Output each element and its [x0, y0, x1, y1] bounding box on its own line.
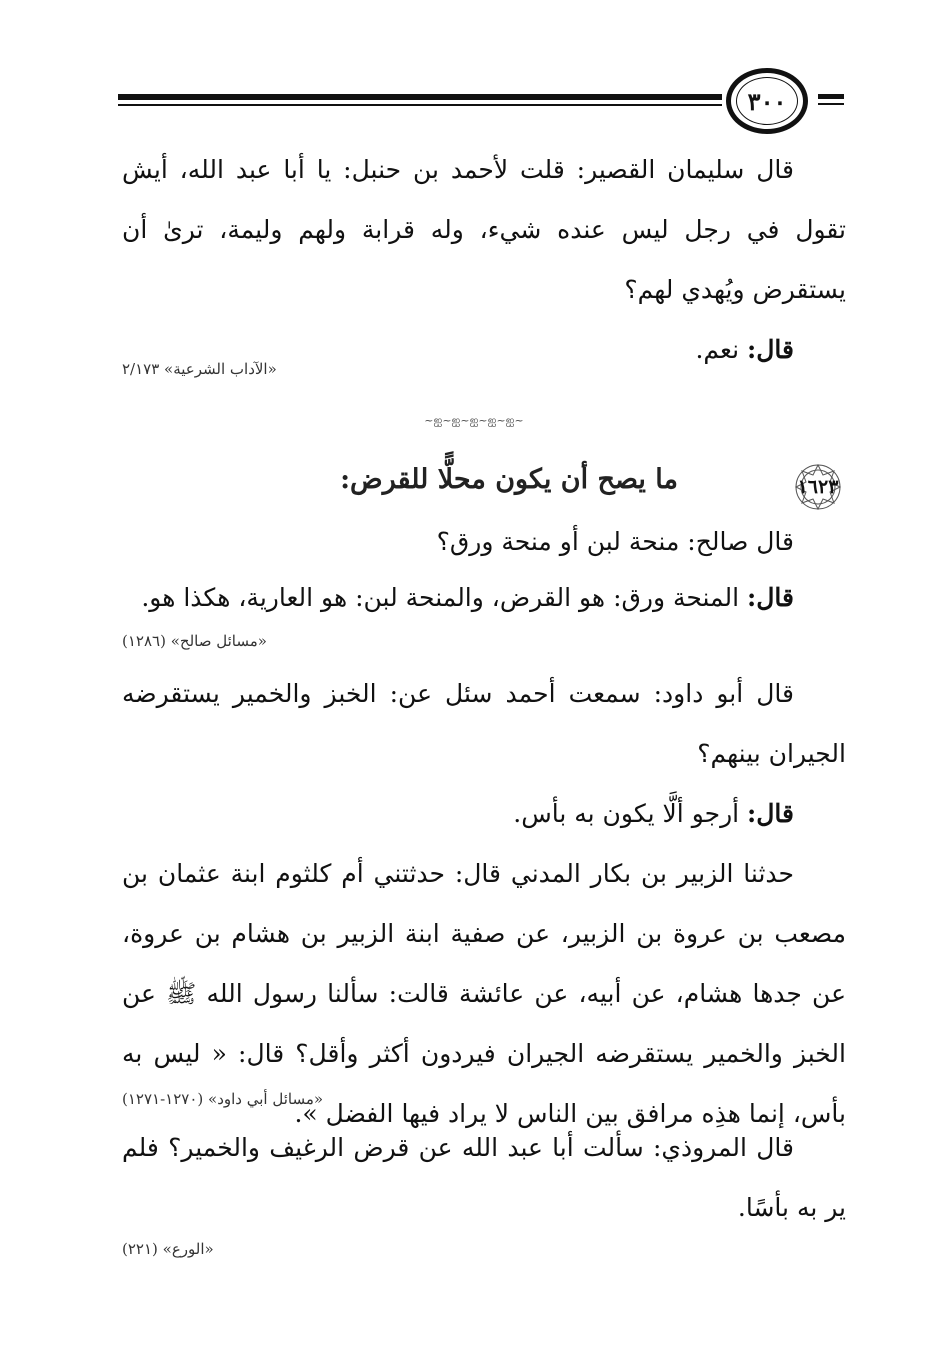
section-heading: [122, 462, 846, 512]
source-citation-4: «الورع» (٢٢١): [122, 1240, 214, 1258]
speaker-label: قال:: [747, 799, 794, 828]
header-rule-thin: [118, 104, 722, 106]
source-citation-1: «الآداب الشرعية» ٢/١٧٣: [122, 360, 277, 378]
paragraph-5-block: [122, 664, 846, 1144]
paragraph-3: قال صالح: منحة لبن أو منحة ورق؟: [436, 527, 794, 556]
speaker-label: قال:: [747, 583, 794, 612]
section-number-badge: [790, 462, 846, 512]
page-number: ٣٠٠: [747, 86, 787, 116]
header-rule: [118, 94, 722, 100]
page-number-badge: [726, 68, 808, 134]
section-number: ١٦٢٣: [797, 476, 839, 498]
paragraph-3-block: [122, 512, 846, 624]
header-rule-end-thin: [818, 103, 844, 105]
section-divider-ornament: ~ஐ~ஐ~ஐ~ஐ~ஐ~: [424, 414, 524, 427]
paragraph-1: قال سليمان القصير: قلت لأحمد بن حنبل: يا أبا عبد الله، أيش تقول في رجل ليس عنده شيء، وله قرابة ولهم وليمة، ترىٰ أن يستقرض ويُهدي لهم؟: [122, 155, 846, 304]
paragraph-8-block: [122, 1118, 846, 1238]
speaker-label: قال:: [747, 335, 794, 364]
source-citation-2: «مسائل صالح» (١٢٨٦): [122, 632, 267, 650]
answer-text: أرجو ألَّا يكون به بأس.: [513, 799, 748, 828]
paragraph-7: حدثنا الزبير بن بكار المدني قال: حدثتني أم كلثوم ابنة عثمان بن مصعب بن عروة بن الزبير، عن صفية ابنة الزبير بن هشام بن عروة، عن جدها هشام، عن أبيه، عن عائشة قالت: سألنا رسول الله ﷺ عن الخبز والخمير يستقرضه الجيران فيردون أكثر وأقل؟ قال: « ليس به بأس، إنما هذِه مرافق بين الناس لا يراد فيها الفضل ».: [122, 859, 846, 1128]
paragraph-5: قال أبو داود: سمعت أحمد سئل عن: الخبز والخمير يستقرضه الجيران بينهم؟: [122, 679, 846, 768]
section-title: ما يصح أن يكون محلًّا للقرض:: [340, 464, 678, 495]
paragraph-4: [122, 572, 846, 624]
page-header: [118, 66, 844, 136]
answer-text: نعم.: [695, 335, 748, 364]
source-citation-3: «مسائل أبي داود» (١٢٧٠-١٢٧١): [122, 1090, 324, 1108]
paragraph-8: قال المروذي: سألت أبا عبد الله عن قرض الرغيف والخمير؟ فلم ير به بأسًا.: [122, 1133, 846, 1222]
header-rule-end: [818, 94, 844, 99]
paragraph-1-block: [122, 140, 846, 380]
answer-text: المنحة ورق: هو القرض، والمنحة لبن: هو العارية، هكذا هو.: [141, 583, 748, 612]
paragraph-6: [122, 784, 846, 844]
